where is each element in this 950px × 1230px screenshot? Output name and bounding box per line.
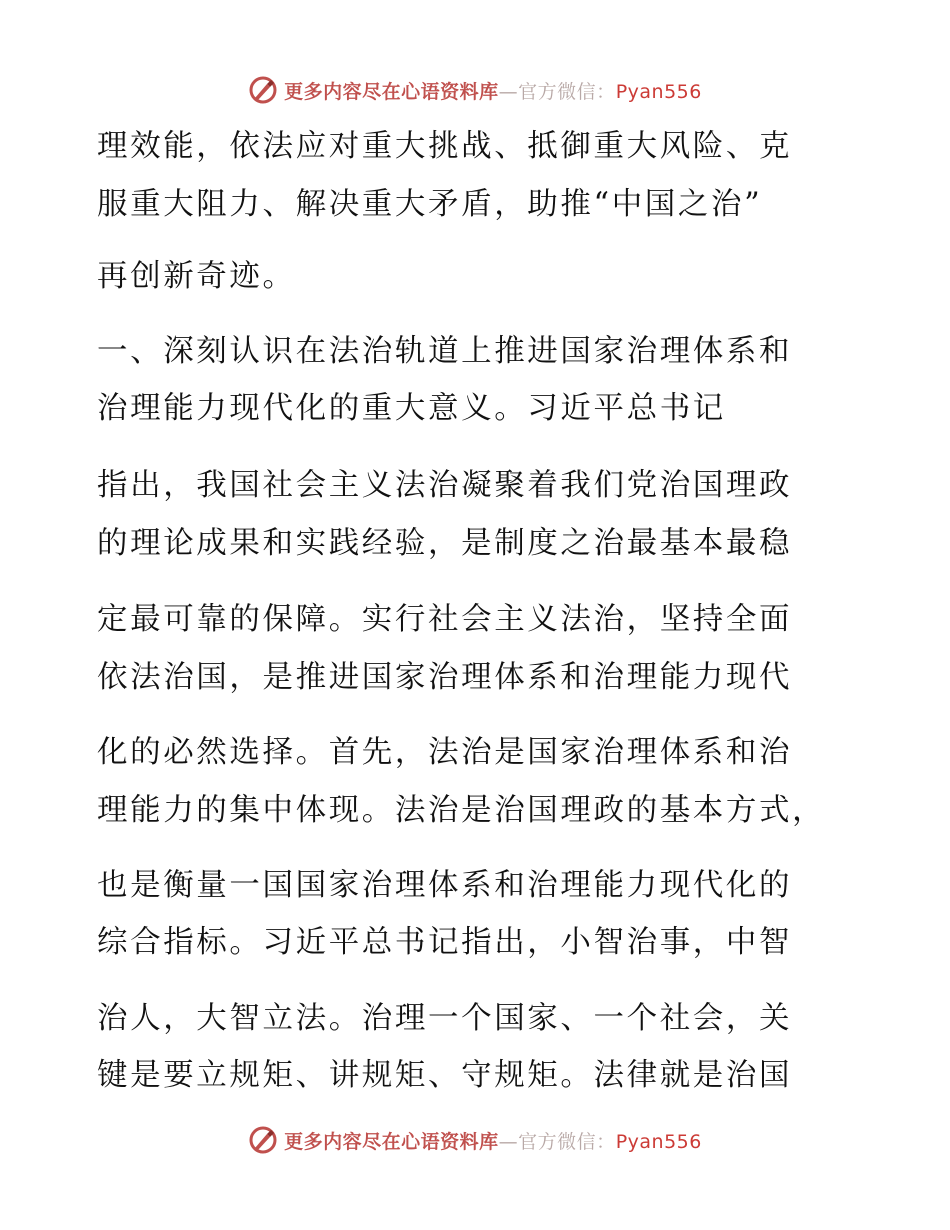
body-line: 也是衡量一国国家治理体系和治理能力现代化的 xyxy=(97,868,793,903)
footer-official-text: —官方微信： xyxy=(498,1130,616,1153)
body-line: 键是要立规矩、讲规矩、守规矩。法律就是治国 xyxy=(97,1058,793,1093)
footer-banner-text xyxy=(284,1127,702,1154)
footer-banner xyxy=(0,1122,950,1158)
body-line: 依法治国，是推进国家治理体系和治理能力现代 xyxy=(97,660,793,695)
body-line: 的理论成果和实践经验，是制度之治最基本最稳 xyxy=(97,526,793,561)
body-line: 定最可靠的保障。实行社会主义法治，坚持全面 xyxy=(97,602,793,637)
header-brand-text: 更多内容尽在心语资料库 xyxy=(284,80,499,103)
body-line: 再创新奇迹。 xyxy=(97,259,296,294)
pen-logo-icon xyxy=(248,1125,278,1155)
body-line: 服重大阻力、解决重大矛盾，助推“中国之治” xyxy=(97,187,763,222)
body-line: 一、深刻认识在法治轨道上推进国家治理体系和 xyxy=(97,334,793,369)
body-line: 指出，我国社会主义法治凝聚着我们党治国理政 xyxy=(97,468,793,503)
footer-brand-text: 更多内容尽在心语资料库 xyxy=(284,1130,499,1153)
body-line: 治理能力现代化的重大意义。习近平总书记 xyxy=(97,391,726,426)
body-line: 理效能，依法应对重大挑战、抵御重大风险、克 xyxy=(97,129,793,164)
body-line: 化的必然选择。首先，法治是国家治理体系和治 xyxy=(97,735,793,770)
body-line: 治人，大智立法。治理一个国家、一个社会，关 xyxy=(97,1001,793,1036)
body-line: 综合指标。习近平总书记指出，小智治事，中智 xyxy=(97,925,793,960)
header-official-text: —官方微信： xyxy=(498,80,616,103)
footer-wechat-id: Pyan556 xyxy=(615,1130,702,1153)
body-line: 理能力的集中体现。法治是治国理政的基本方式， xyxy=(97,793,826,828)
header-wechat-id: Pyan556 xyxy=(615,80,702,103)
